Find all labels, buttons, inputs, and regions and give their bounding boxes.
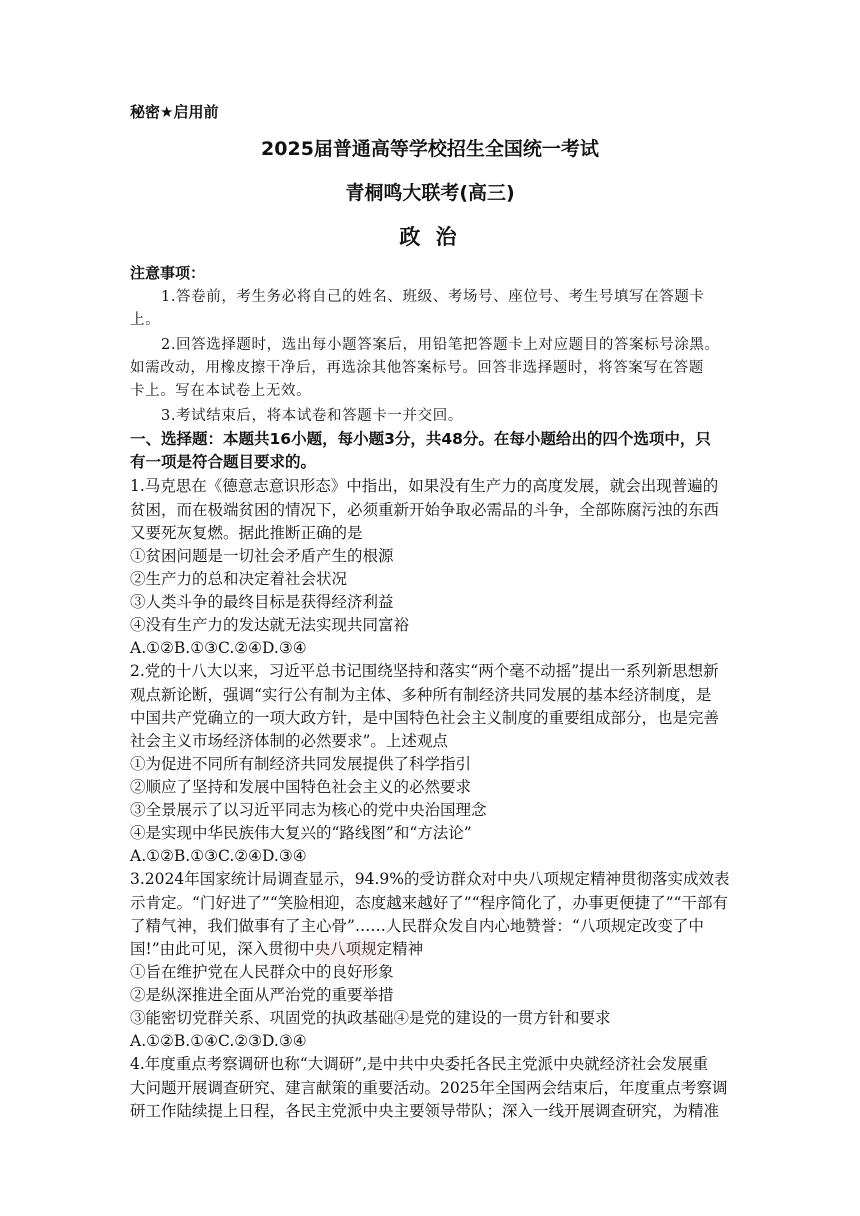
subject-title: 政 治	[399, 225, 461, 249]
question-3-option: ②是纵深推进全面从严治党的重要举措	[130, 986, 394, 1004]
question-2-line: 中国共产党确立的一项大政方针，是中国特色社会主义制度的重要组成部分，也是完善	[130, 709, 720, 727]
question-1-option: ②生产力的总和决定着社会状况	[130, 570, 348, 588]
question-2-line: 社会主义市场经济体制的必然要求”。上述观点	[130, 732, 448, 750]
notice-line: 上。	[130, 312, 161, 328]
question-1-line: 1.马克思在《德意志意识形态》中指出，如果没有生产力的高度发展，就会出现普遍的	[130, 477, 719, 495]
question-1-option: ①贫困问题是一切社会矛盾产生的根源	[130, 547, 394, 565]
question-3-line: 了精气神，我们做事有了主心骨”……人民群众发自内心地赞誉：“八项规定改变了中	[130, 917, 704, 935]
question-4-line: 大问题开展调查研究、建言献策的重要活动。2025年全国两会结束后，年度重点考察调	[130, 1079, 728, 1097]
notice-line: 1.答卷前，考生务必将自己的姓名、班级、考场号、座位号、考生号填写在答题卡	[161, 289, 705, 305]
question-2-line: 2.党的十八大以来，习近平总书记围绕坚持和落实“两个毫不动摇”提出一系列新思想新	[130, 662, 719, 680]
question-1-option: ④没有生产力的发达就无法实现共同富裕	[130, 616, 410, 634]
question-3-line: 示肯定。“门好进了”“笑脸相迎，态度越来越好了”“程序简化了，办事更便捷了”“干部有	[130, 894, 728, 912]
exam-title: 2025届普通高等学校招生全国统一考试	[261, 138, 599, 160]
notice-line: 如需改动，用橡皮擦干净后，再选涂其他答案标号。回答非选择题时，将答案写在答题	[130, 360, 704, 376]
question-1-line: 贫困，而在极端贫困的情况下，必须重新开始争取必需品的斗争，全部陈腐污浊的东西	[130, 501, 720, 519]
section-heading: 有一项是符合题目要求的。	[130, 453, 317, 471]
question-3-line: 3.2024年国家统计局调查显示，94.9%的受访群众对中央八项规定精神贯彻落实成效表	[130, 870, 730, 888]
question-2-answers: A.①②B.①③C.②④D.③④	[130, 847, 307, 865]
secret-label: 秘密★启用前	[130, 103, 219, 121]
question-2-line: 观点新论断，强调“实行公有制为主体、多种所有制经济共同发展的基本经济制度，是	[130, 686, 712, 704]
notice-title: 注意事项：	[130, 264, 206, 282]
question-3-answers: A.①②B.①④C.②③D.③④	[130, 1032, 307, 1050]
question-2-option: ③全景展示了以习近平同志为核心的党中央治国理念	[130, 801, 487, 819]
question-2-option: ①为促进不同所有制经济共同发展提供了科学指引	[130, 755, 472, 773]
question-1-line: 又要死灰复燃。据此推断正确的是	[130, 524, 363, 542]
question-3-line: 国!”由此可见，深入贯彻中央八项规定精神	[130, 940, 424, 958]
question-4-line: 研工作陆续提上日程，各民主党派中央主要领导带队；深入一线开展调查研究，为精准	[130, 1102, 720, 1120]
question-4-line: 4.年度重点考察调研也称“大调研”,是中共中央委托各民主党派中央就经济社会发展重	[130, 1055, 709, 1073]
question-1-answers: A.①②B.①③C.②④D.③④	[130, 639, 307, 657]
question-2-option: ②顺应了坚持和发展中国特色社会主义的必然要求	[130, 778, 472, 796]
notice-line: 3.考试结束后，将本试卷和答题卡一并交回。	[161, 408, 463, 424]
question-3-option: ①旨在维护党在人民群众中的良好形象	[130, 963, 394, 981]
question-1-option: ③人类斗争的最终目标是获得经济利益	[130, 593, 394, 611]
section-heading: 一、选择题：本题共16小题，每小题3分，共48分。在每小题给出的四个选项中，只	[130, 430, 711, 448]
exam-subtitle: 青桐鸣大联考(高三)	[345, 182, 515, 204]
notice-line: 卡上。写在本试卷上无效。	[130, 383, 312, 399]
notice-line: 2.回答选择题时，选出每小题答案后，用铅笔把答题卡上对应题目的答案标号涂黑。	[161, 337, 720, 353]
question-2-option: ④是实现中华民族伟大复兴的“路线图”和“方法论”	[130, 824, 472, 842]
question-3-option: ③能密切党群关系、巩固党的执政基础④是党的建设的一贯方针和要求	[130, 1009, 611, 1027]
